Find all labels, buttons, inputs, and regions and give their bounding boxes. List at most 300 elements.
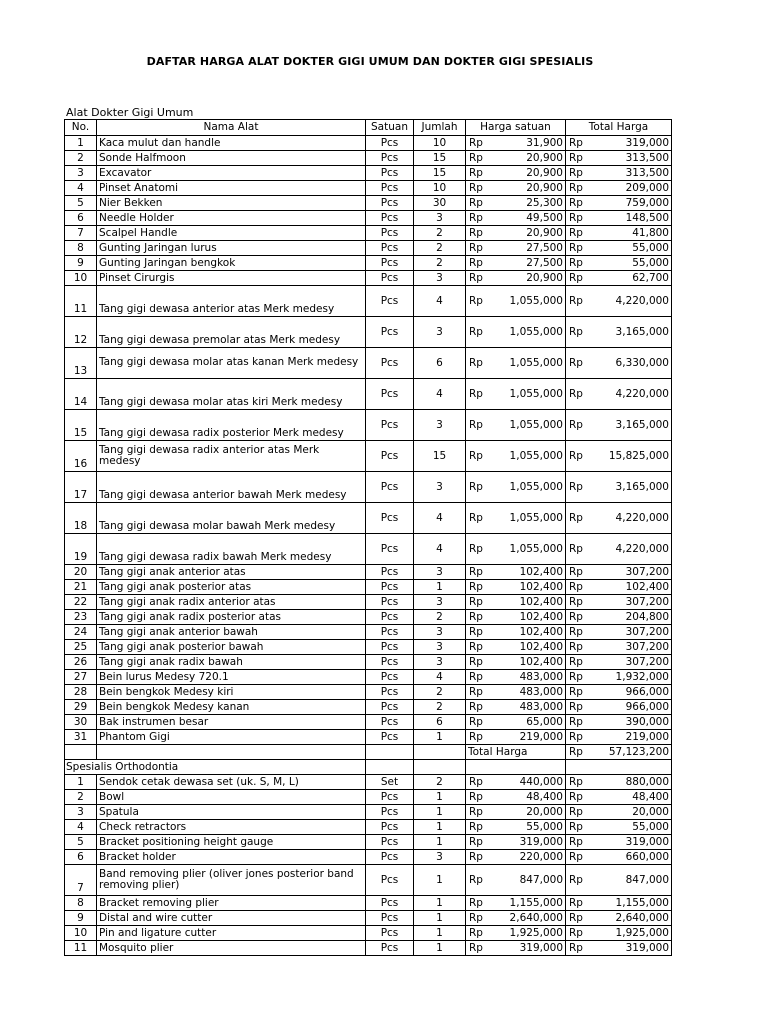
table-row: [65, 534, 672, 565]
total-price: 3,165,000: [588, 317, 672, 348]
item-unit: Pcs: [366, 865, 414, 896]
unit-price: 20,900: [488, 181, 566, 196]
currency-label: Rp: [566, 271, 588, 286]
item-quantity: 10: [414, 136, 466, 151]
currency-label: Rp: [466, 775, 488, 790]
item-number: 26: [65, 655, 97, 670]
unit-price: 1,925,000: [488, 926, 566, 941]
table-row: [65, 820, 672, 835]
empty-cell: [97, 745, 366, 760]
item-quantity: 2: [414, 775, 466, 790]
item-number: 3: [65, 805, 97, 820]
currency-label: Rp: [466, 730, 488, 745]
item-unit: Pcs: [366, 317, 414, 348]
total-price: 3,165,000: [588, 410, 672, 441]
item-quantity: 1: [414, 896, 466, 911]
table-row: [65, 655, 672, 670]
empty-cell: [366, 760, 414, 775]
currency-label: Rp: [566, 835, 588, 850]
currency-label: Rp: [466, 503, 488, 534]
item-quantity: 2: [414, 685, 466, 700]
section-title-orthodontia: Spesialis Orthodontia: [65, 760, 366, 775]
currency-label: Rp: [466, 820, 488, 835]
item-quantity: 3: [414, 472, 466, 503]
currency-label: Rp: [566, 441, 588, 472]
item-number: 9: [65, 911, 97, 926]
item-name: Tang gigi dewasa molar atas kiri Merk medesy: [97, 379, 366, 410]
total-price: 847,000: [588, 865, 672, 896]
item-unit: Pcs: [366, 700, 414, 715]
table-row: [65, 441, 672, 472]
item-quantity: 3: [414, 565, 466, 580]
unit-price: 1,155,000: [488, 896, 566, 911]
currency-label: Rp: [466, 271, 488, 286]
total-price: 209,000: [588, 181, 672, 196]
item-unit: Pcs: [366, 565, 414, 580]
currency-label: Rp: [566, 941, 588, 956]
unit-price: 319,000: [488, 835, 566, 850]
currency-label: Rp: [466, 610, 488, 625]
item-unit: Pcs: [366, 580, 414, 595]
unit-price: 20,900: [488, 226, 566, 241]
table-row: [65, 926, 672, 941]
table-row: [65, 410, 672, 441]
currency-label: Rp: [566, 166, 588, 181]
item-unit: Pcs: [366, 835, 414, 850]
item-name: Pin and ligature cutter: [97, 926, 366, 941]
item-name: Gunting Jaringan bengkok: [97, 256, 366, 271]
item-number: 5: [65, 196, 97, 211]
item-name: Scalpel Handle: [97, 226, 366, 241]
item-quantity: 10: [414, 181, 466, 196]
unit-price: 49,500: [488, 211, 566, 226]
item-number: 11: [65, 286, 97, 317]
total-price: 55,000: [588, 241, 672, 256]
currency-label: Rp: [466, 625, 488, 640]
item-quantity: 3: [414, 850, 466, 865]
item-quantity: 15: [414, 441, 466, 472]
currency-label: Rp: [466, 151, 488, 166]
unit-price: 20,900: [488, 151, 566, 166]
unit-price: 102,400: [488, 625, 566, 640]
item-name: Kaca mulut dan handle: [97, 136, 366, 151]
total-price: 41,800: [588, 226, 672, 241]
table-row: [65, 610, 672, 625]
item-unit: Pcs: [366, 286, 414, 317]
item-number: 22: [65, 595, 97, 610]
currency-label: Rp: [466, 835, 488, 850]
total-price: 966,000: [588, 700, 672, 715]
item-unit: Pcs: [366, 850, 414, 865]
currency-label: Rp: [566, 715, 588, 730]
unit-price: 1,055,000: [488, 503, 566, 534]
item-quantity: 1: [414, 911, 466, 926]
item-quantity: 1: [414, 926, 466, 941]
total-price: 4,220,000: [588, 286, 672, 317]
header-harga: Harga satuan: [466, 120, 566, 136]
item-number: 7: [65, 865, 97, 896]
currency-label: Rp: [466, 865, 488, 896]
item-quantity: 3: [414, 655, 466, 670]
unit-price: 31,900: [488, 136, 566, 151]
item-number: 6: [65, 211, 97, 226]
total-price: 759,000: [588, 196, 672, 211]
currency-label: Rp: [566, 348, 588, 379]
item-number: 4: [65, 181, 97, 196]
item-number: 10: [65, 926, 97, 941]
empty-cell: [466, 760, 566, 775]
currency-label: Rp: [466, 286, 488, 317]
item-number: 23: [65, 610, 97, 625]
item-number: 17: [65, 472, 97, 503]
item-quantity: 3: [414, 211, 466, 226]
currency-label: Rp: [566, 211, 588, 226]
total-price: 307,200: [588, 595, 672, 610]
item-number: 21: [65, 580, 97, 595]
empty-cell: [65, 745, 97, 760]
item-name: Tang gigi dewasa anterior bawah Merk medesy: [97, 472, 366, 503]
item-number: 19: [65, 534, 97, 565]
table-row: [65, 241, 672, 256]
total-label: Total Harga: [466, 745, 566, 760]
total-price: 219,000: [588, 730, 672, 745]
total-price: 62,700: [588, 271, 672, 286]
item-quantity: 1: [414, 820, 466, 835]
item-quantity: 15: [414, 166, 466, 181]
table-row: [65, 151, 672, 166]
total-price: 966,000: [588, 685, 672, 700]
unit-price: 847,000: [488, 865, 566, 896]
currency-label: Rp: [566, 610, 588, 625]
section-title-umum: Alat Dokter Gigi Umum: [66, 106, 194, 119]
currency-label: Rp: [466, 580, 488, 595]
item-number: 20: [65, 565, 97, 580]
currency-label: Rp: [466, 348, 488, 379]
unit-price: 1,055,000: [488, 286, 566, 317]
unit-price: 102,400: [488, 565, 566, 580]
item-quantity: 3: [414, 625, 466, 640]
item-number: 1: [65, 136, 97, 151]
section-row-orthodontia: [65, 760, 672, 775]
unit-price: 102,400: [488, 580, 566, 595]
currency-label: Rp: [566, 534, 588, 565]
total-price: 55,000: [588, 256, 672, 271]
unit-price: 219,000: [488, 730, 566, 745]
unit-price: 27,500: [488, 241, 566, 256]
item-quantity: 4: [414, 670, 466, 685]
item-name: Bowl: [97, 790, 366, 805]
unit-price: 20,900: [488, 271, 566, 286]
item-number: 31: [65, 730, 97, 745]
currency-label: Rp: [566, 775, 588, 790]
item-quantity: 3: [414, 640, 466, 655]
item-name: Tang gigi anak anterior atas: [97, 565, 366, 580]
item-name: Tang gigi dewasa anterior atas Merk medesy: [97, 286, 366, 317]
currency-label: Rp: [566, 655, 588, 670]
item-unit: Pcs: [366, 730, 414, 745]
item-unit: Pcs: [366, 670, 414, 685]
unit-price: 220,000: [488, 850, 566, 865]
total-price: 313,500: [588, 166, 672, 181]
currency-label: Rp: [566, 896, 588, 911]
item-name: Spatula: [97, 805, 366, 820]
item-number: 6: [65, 850, 97, 865]
item-quantity: 2: [414, 700, 466, 715]
item-number: 8: [65, 896, 97, 911]
item-quantity: 4: [414, 503, 466, 534]
table-header-row: [65, 120, 672, 136]
item-name: Needle Holder: [97, 211, 366, 226]
total-price: 307,200: [588, 565, 672, 580]
item-name: Band removing plier (oliver jones posterior band removing plier): [97, 865, 366, 896]
item-unit: Pcs: [366, 896, 414, 911]
table-row: [65, 317, 672, 348]
table-row: [65, 565, 672, 580]
item-name: Tang gigi dewasa radix posterior Merk medesy: [97, 410, 366, 441]
total-price: 1,925,000: [588, 926, 672, 941]
currency-label: Rp: [466, 196, 488, 211]
item-number: 18: [65, 503, 97, 534]
header-jumlah: Jumlah: [414, 120, 466, 136]
item-name: Tang gigi anak anterior bawah: [97, 625, 366, 640]
item-number: 5: [65, 835, 97, 850]
item-number: 11: [65, 941, 97, 956]
item-number: 7: [65, 226, 97, 241]
currency-label: Rp: [466, 241, 488, 256]
table-row: [65, 580, 672, 595]
currency-label: Rp: [566, 790, 588, 805]
item-name: Gunting Jaringan lurus: [97, 241, 366, 256]
item-quantity: 30: [414, 196, 466, 211]
item-name: Tang gigi dewasa molar bawah Merk medesy: [97, 503, 366, 534]
item-quantity: 2: [414, 226, 466, 241]
item-number: 30: [65, 715, 97, 730]
item-number: 3: [65, 166, 97, 181]
currency-label: Rp: [566, 196, 588, 211]
total-price: 4,220,000: [588, 503, 672, 534]
item-unit: Pcs: [366, 226, 414, 241]
table-row: [65, 775, 672, 790]
item-name: Bracket holder: [97, 850, 366, 865]
currency-label: Rp: [466, 317, 488, 348]
table-row: [65, 670, 672, 685]
item-quantity: 3: [414, 595, 466, 610]
item-name: Tang gigi anak posterior bawah: [97, 640, 366, 655]
currency-label: Rp: [566, 151, 588, 166]
currency-label: Rp: [566, 625, 588, 640]
unit-price: 1,055,000: [488, 472, 566, 503]
header-no: No.: [65, 120, 97, 136]
table-row: [65, 835, 672, 850]
item-name: Bein bengkok Medesy kanan: [97, 700, 366, 715]
currency-label: Rp: [566, 379, 588, 410]
item-name: Sonde Halfmoon: [97, 151, 366, 166]
item-number: 2: [65, 790, 97, 805]
table-row: [65, 640, 672, 655]
total-price: 148,500: [588, 211, 672, 226]
table-row: [65, 730, 672, 745]
currency-label: Rp: [466, 379, 488, 410]
item-name: Pinset Anatomi: [97, 181, 366, 196]
empty-cell: [414, 760, 466, 775]
item-number: 16: [65, 441, 97, 472]
item-unit: Pcs: [366, 941, 414, 956]
item-unit: Set: [366, 775, 414, 790]
item-unit: Pcs: [366, 685, 414, 700]
total-price: 20,000: [588, 805, 672, 820]
item-unit: Pcs: [366, 136, 414, 151]
currency-label: Rp: [566, 670, 588, 685]
item-number: 24: [65, 625, 97, 640]
unit-price: 25,300: [488, 196, 566, 211]
total-price: 2,640,000: [588, 911, 672, 926]
item-name: Bein lurus Medesy 720.1: [97, 670, 366, 685]
table-row: [65, 790, 672, 805]
currency-label: Rp: [566, 503, 588, 534]
unit-price: 27,500: [488, 256, 566, 271]
table-row: [65, 196, 672, 211]
item-name: Bracket positioning height gauge: [97, 835, 366, 850]
table-row: [65, 865, 672, 896]
total-price: 1,932,000: [588, 670, 672, 685]
table-row: [65, 850, 672, 865]
total-price: 880,000: [588, 775, 672, 790]
currency-label: Rp: [566, 850, 588, 865]
unit-price: 102,400: [488, 595, 566, 610]
table-row: [65, 715, 672, 730]
total-price: 307,200: [588, 640, 672, 655]
item-unit: Pcs: [366, 911, 414, 926]
currency-label: Rp: [466, 410, 488, 441]
currency-label: Rp: [566, 640, 588, 655]
currency-label: Rp: [466, 166, 488, 181]
total-price: 3,165,000: [588, 472, 672, 503]
item-unit: Pcs: [366, 640, 414, 655]
unit-price: 48,400: [488, 790, 566, 805]
empty-cell: [566, 760, 672, 775]
document-title: DAFTAR HARGA ALAT DOKTER GIGI UMUM DAN DOKTER GIGI SPESIALIS: [146, 55, 594, 68]
total-price: 319,000: [588, 941, 672, 956]
currency-label: Rp: [566, 745, 588, 760]
total-price: 15,825,000: [588, 441, 672, 472]
total-row: [65, 745, 672, 760]
item-number: 12: [65, 317, 97, 348]
unit-price: 319,000: [488, 941, 566, 956]
item-number: 25: [65, 640, 97, 655]
item-quantity: 4: [414, 534, 466, 565]
item-unit: Pcs: [366, 379, 414, 410]
item-number: 13: [65, 348, 97, 379]
grand-total: 57,123,200: [588, 745, 672, 760]
currency-label: Rp: [466, 685, 488, 700]
item-number: 2: [65, 151, 97, 166]
currency-label: Rp: [466, 256, 488, 271]
item-unit: Pcs: [366, 166, 414, 181]
item-name: Tang gigi dewasa radix bawah Merk medesy: [97, 534, 366, 565]
currency-label: Rp: [566, 595, 588, 610]
item-unit: Pcs: [366, 410, 414, 441]
table-row: [65, 685, 672, 700]
unit-price: 2,640,000: [488, 911, 566, 926]
currency-label: Rp: [466, 441, 488, 472]
currency-label: Rp: [466, 790, 488, 805]
empty-cell: [414, 745, 466, 760]
item-unit: Pcs: [366, 655, 414, 670]
table-row: [65, 472, 672, 503]
item-quantity: 3: [414, 317, 466, 348]
total-price: 204,800: [588, 610, 672, 625]
item-unit: Pcs: [366, 441, 414, 472]
currency-label: Rp: [566, 820, 588, 835]
table-row: [65, 181, 672, 196]
unit-price: 1,055,000: [488, 379, 566, 410]
unit-price: 1,055,000: [488, 410, 566, 441]
item-name: Bracket removing plier: [97, 896, 366, 911]
total-price: 48,400: [588, 790, 672, 805]
item-unit: Pcs: [366, 472, 414, 503]
unit-price: 1,055,000: [488, 441, 566, 472]
currency-label: Rp: [466, 211, 488, 226]
table-row: [65, 503, 672, 534]
item-name: Distal and wire cutter: [97, 911, 366, 926]
currency-label: Rp: [466, 911, 488, 926]
currency-label: Rp: [566, 241, 588, 256]
item-name: Tang gigi dewasa molar atas kanan Merk medesy: [97, 348, 366, 379]
total-price: 307,200: [588, 655, 672, 670]
table-row: [65, 136, 672, 151]
total-price: 6,330,000: [588, 348, 672, 379]
item-name: Sendok cetak dewasa set (uk. S, M, L): [97, 775, 366, 790]
item-quantity: 1: [414, 865, 466, 896]
item-quantity: 1: [414, 941, 466, 956]
item-quantity: 6: [414, 715, 466, 730]
table-row: [65, 286, 672, 317]
table-row: [65, 805, 672, 820]
unit-price: 55,000: [488, 820, 566, 835]
item-quantity: 6: [414, 348, 466, 379]
currency-label: Rp: [466, 595, 488, 610]
unit-price: 65,000: [488, 715, 566, 730]
table-row: [65, 941, 672, 956]
item-unit: Pcs: [366, 151, 414, 166]
total-price: 102,400: [588, 580, 672, 595]
currency-label: Rp: [466, 534, 488, 565]
currency-label: Rp: [466, 700, 488, 715]
total-price: 1,155,000: [588, 896, 672, 911]
currency-label: Rp: [566, 730, 588, 745]
item-unit: Pcs: [366, 625, 414, 640]
item-unit: Pcs: [366, 503, 414, 534]
total-price: 390,000: [588, 715, 672, 730]
unit-price: 102,400: [488, 655, 566, 670]
currency-label: Rp: [566, 805, 588, 820]
unit-price: 483,000: [488, 700, 566, 715]
empty-cell: [366, 745, 414, 760]
unit-price: 1,055,000: [488, 317, 566, 348]
item-number: 29: [65, 700, 97, 715]
item-name: Bak instrumen besar: [97, 715, 366, 730]
unit-price: 102,400: [488, 610, 566, 625]
currency-label: Rp: [566, 410, 588, 441]
currency-label: Rp: [566, 181, 588, 196]
table-row: [65, 896, 672, 911]
unit-price: 1,055,000: [488, 534, 566, 565]
item-name: Tang gigi anak radix bawah: [97, 655, 366, 670]
item-number: 9: [65, 256, 97, 271]
item-number: 1: [65, 775, 97, 790]
item-quantity: 1: [414, 730, 466, 745]
item-quantity: 15: [414, 151, 466, 166]
